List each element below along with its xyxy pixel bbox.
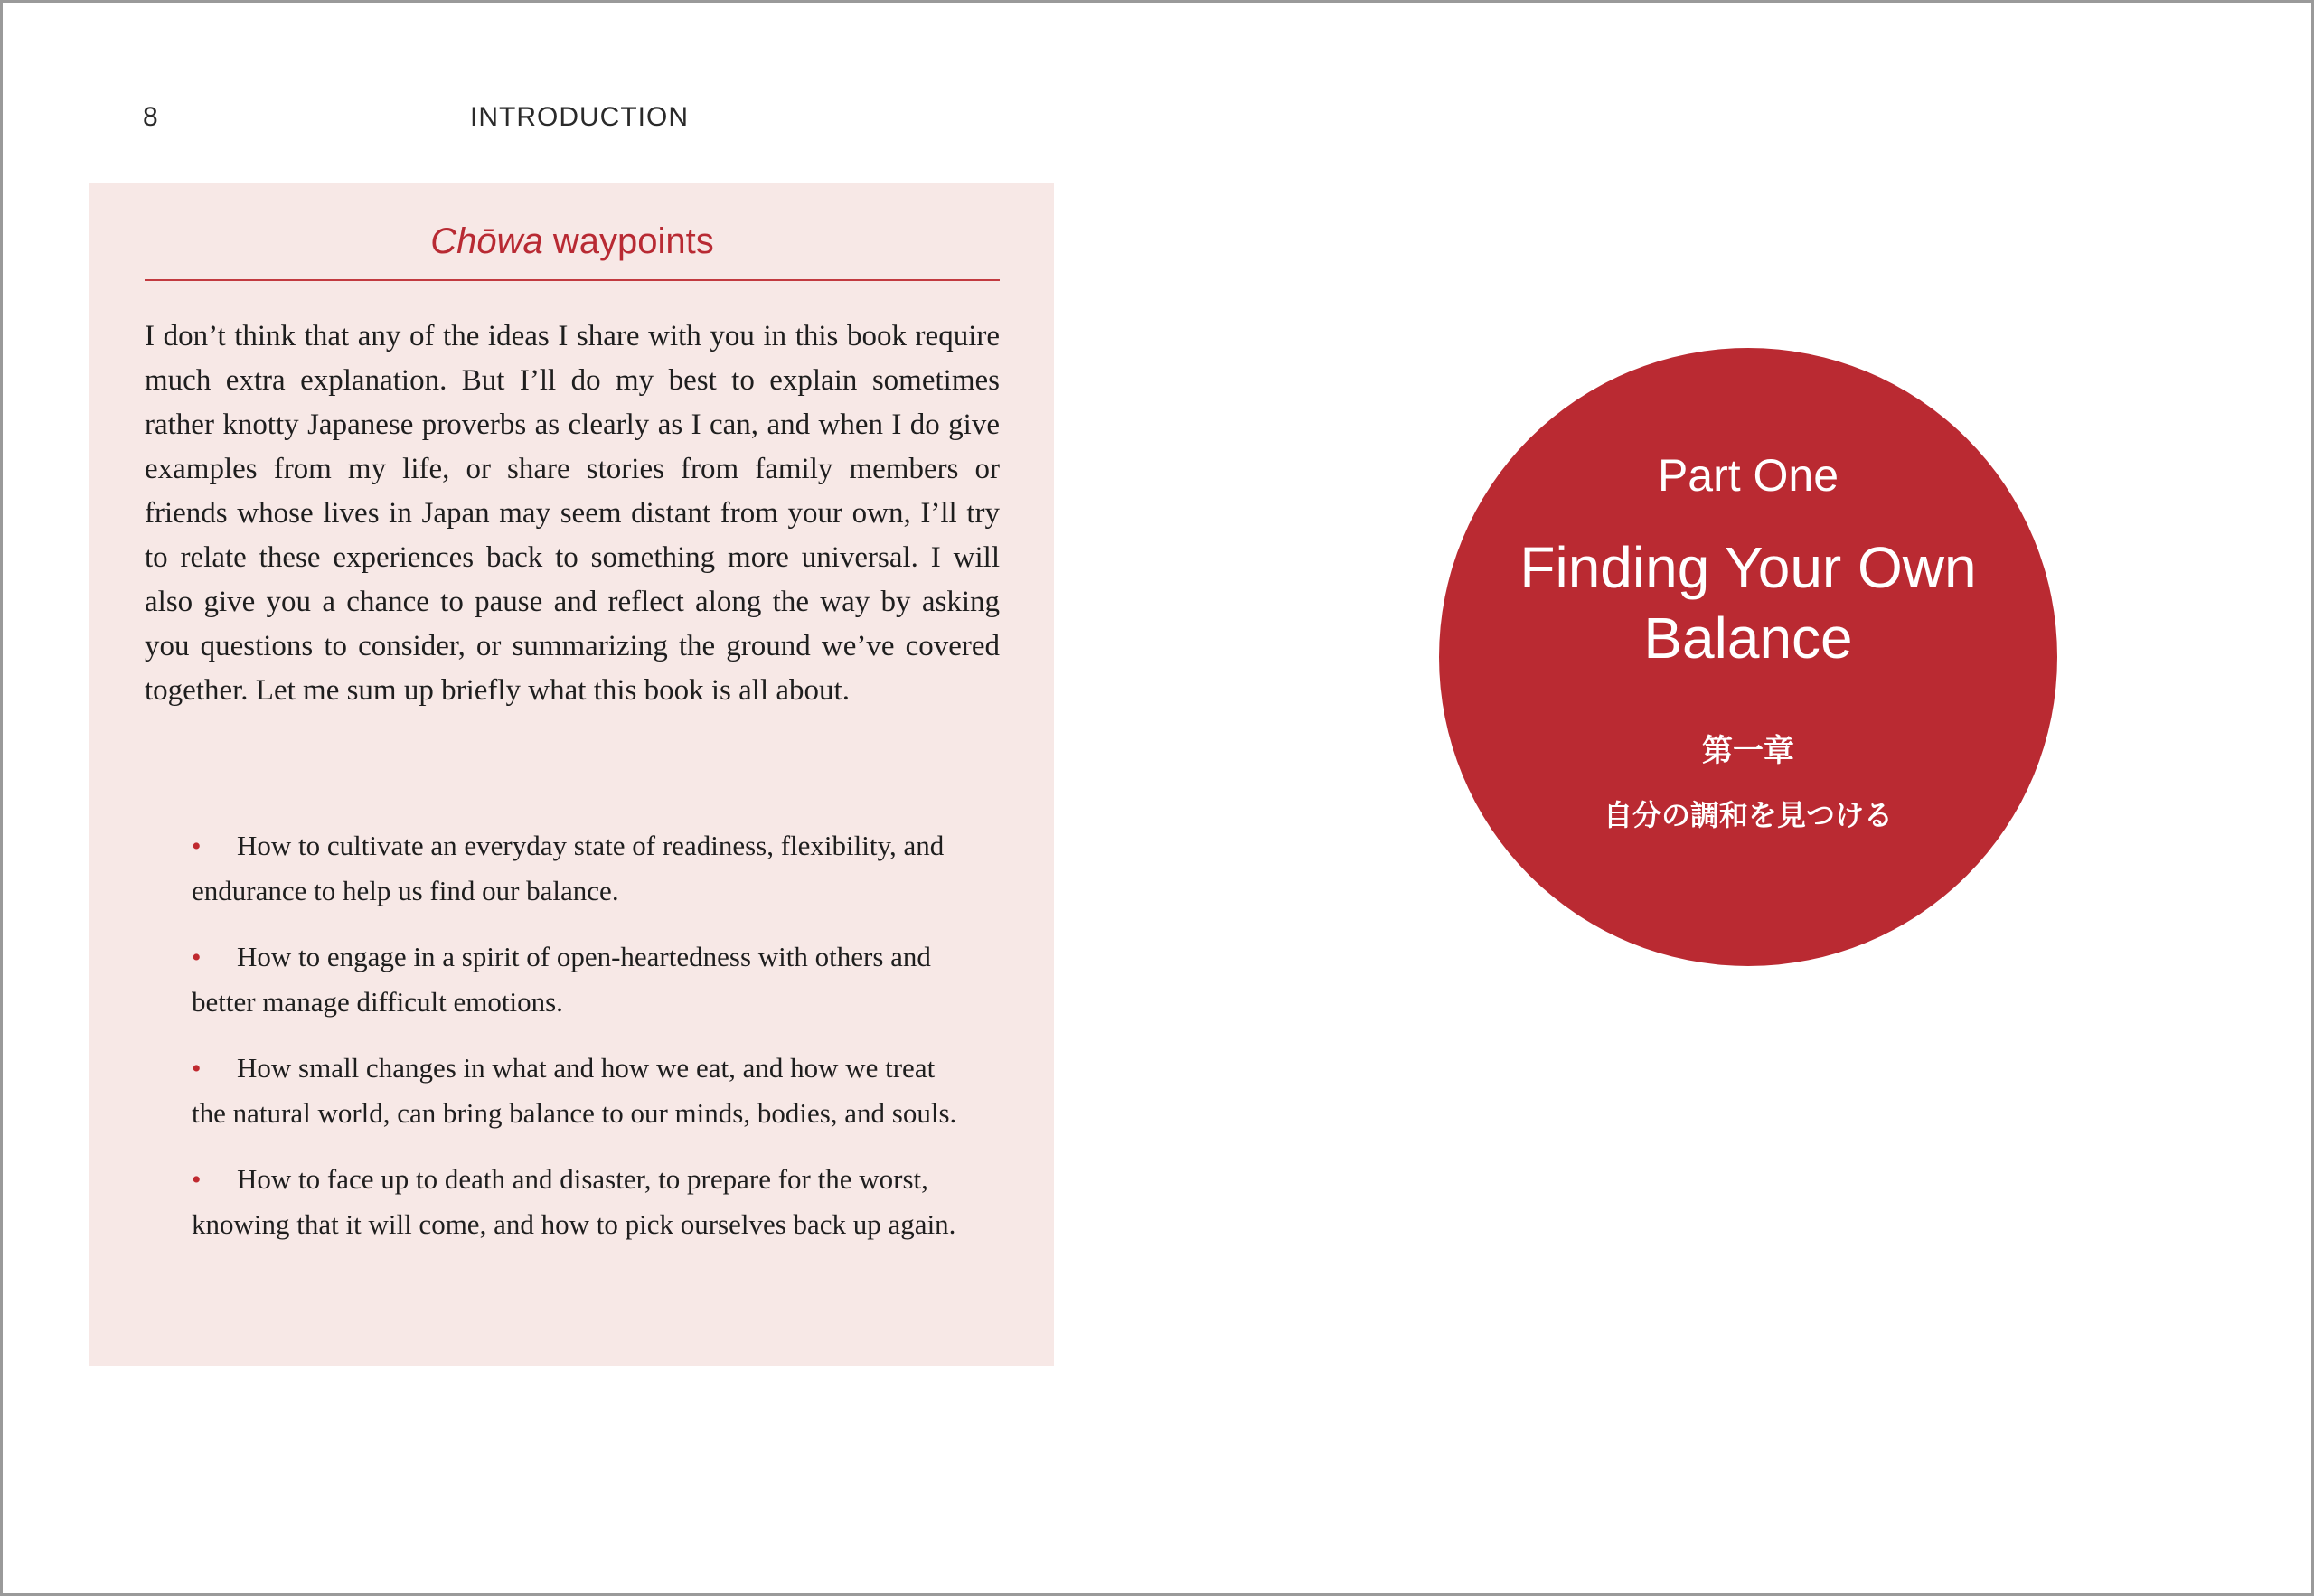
list-item-text: How to cultivate an everyday state of readiness, flexibility, and endurance to help us find our balance. <box>192 830 945 906</box>
bullet-dot-icon: • <box>192 831 202 861</box>
part-label: Part One <box>1657 450 1839 501</box>
part-opener-circle <box>1439 348 2057 966</box>
part-title: Finding Your Own Balance <box>1519 535 1977 671</box>
running-head: INTRODUCTION <box>470 102 689 132</box>
list-item-text: How to face up to death and disaster, to prepare for the worst, knowing that it will come, and how to pick ourselves back up again. <box>192 1163 956 1240</box>
list-item-text: How small changes in what and how we eat, and how we treat the natural world, can bring balance to our minds, bodies, and souls. <box>192 1052 957 1129</box>
sidebar-title-rest: waypoints <box>542 221 714 261</box>
list-item <box>192 1157 969 1246</box>
list-item <box>192 1046 969 1135</box>
japanese-subtitle: 自分の調和を見つける <box>1603 798 1893 832</box>
bullet-dot-icon: • <box>192 1054 202 1084</box>
page-number: 8 <box>143 102 158 132</box>
sidebar-body-text: I don’t think that any of the ideas I share with you in this book require much extra explanation. But I’ll do my best to explain sometimes rather knotty Japanese proverbs as clearly as I can, and when I do give examples from my life, or share stories from family members or friends whose lives in Japan may seem distant from your own, I’ll try to relate these experiences back to something more universal. I will also give you a chance to pause and reflect along the way by asking you questions to consider, or summarizing the ground we’ve covered together. Let me sum up briefly what this book is all about. <box>145 320 1000 707</box>
chowa-waypoints-sidebar <box>89 183 1054 1366</box>
japanese-chapter-label: 第一章 <box>1702 733 1794 769</box>
bullet-dot-icon: • <box>192 1165 202 1195</box>
waypoints-list <box>192 823 969 1268</box>
list-item-text: How to engage in a spirit of open-heartedness with others and better manage difficult emotions. <box>192 941 931 1018</box>
sidebar-title <box>145 221 1000 262</box>
list-item <box>192 934 969 1024</box>
sidebar-title-italic: Chōwa <box>430 221 543 261</box>
sidebar-title-rule <box>145 279 1000 281</box>
list-item <box>192 823 969 913</box>
bullet-dot-icon: • <box>192 943 202 972</box>
